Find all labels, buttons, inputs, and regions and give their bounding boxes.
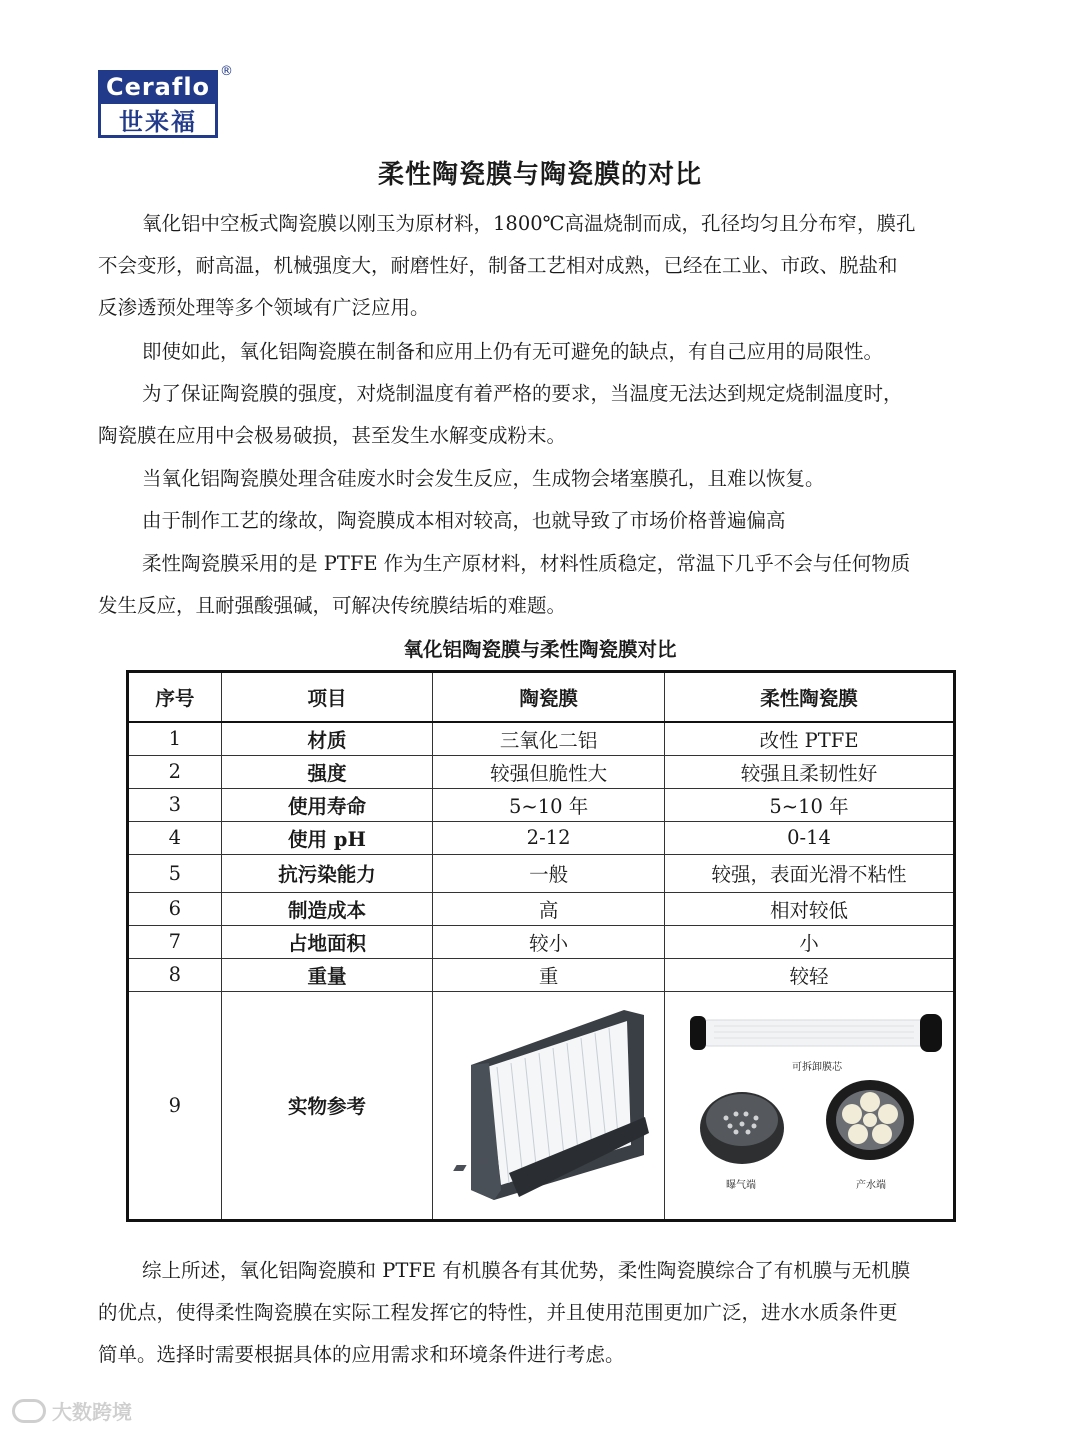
table-row: 3 使用寿命 5~10 年 5~10 年 <box>128 788 955 821</box>
table-row: 8 重量 重 较轻 <box>128 958 955 991</box>
table-row: 5 抗污染能力 一般 较强，表面光滑不粘性 <box>128 854 955 892</box>
flexible-membrane-image <box>674 1000 944 1205</box>
table-row: 6 制造成本 高 相对较低 <box>128 892 955 925</box>
caption-outlet: 产水端 <box>856 1180 887 1191</box>
logo-chinese: 世来福 <box>98 104 218 138</box>
header-item: 项目 <box>221 672 432 723</box>
flexible-membrane-photo-cell <box>665 991 955 1220</box>
watermark-text: 大数跨境 <box>52 1400 132 1424</box>
comparison-table <box>126 670 956 1222</box>
table-header-row <box>128 672 955 723</box>
paragraph-3: 为了保证陶瓷膜的强度，对烧制温度有着严格的要求，当温度无法达到规定烧制温度时， 陶瓷膜在应用中会极易破损，甚至发生水解变成粉末。 <box>98 382 903 447</box>
logo-english: Ceraflo <box>98 70 218 104</box>
table-row-photos: 9 实物参考 可拆卸膜芯 曝气端 产水端 <box>128 991 955 1220</box>
table-row: 2 强度 较强但脆性大 较强且柔韧性好 <box>128 755 955 788</box>
page-title: 柔性陶瓷膜与陶瓷膜的对比 <box>377 160 702 190</box>
watermark <box>12 1396 132 1425</box>
header-index: 序号 <box>128 672 222 723</box>
paragraph-1: 氧化铝中空板式陶瓷膜以刚玉为原材料，1800℃高温烧制而成，孔径均匀且分布窄，膜孔 不会变形，耐高温，机械强度大，耐磨性好，制备工艺相对成熟，已经在工业、市政、脱盐和 反渗透预处理等多个领域有广泛应用。 <box>98 212 916 319</box>
table-caption: 氧化铝陶瓷膜与柔性陶瓷膜对比 <box>403 638 677 661</box>
caption-core: 可拆卸膜芯 <box>792 1062 843 1073</box>
ceramic-membrane-module-image <box>449 1005 649 1200</box>
paragraph-6: 柔性陶瓷膜采用的是 PTFE 作为生产原材料，材料性质稳定，常温下几乎不会与任何物质 发生反应，且耐强酸强碱，可解决传统膜结垢的难题。 <box>98 552 911 617</box>
paragraph-5: 由于制作工艺的缘故，陶瓷膜成本相对较高，也就导致了市场价格普遍偏高 <box>142 509 786 532</box>
header-flexible: 柔性陶瓷膜 <box>665 672 955 723</box>
paragraph-2: 即使如此，氧化铝陶瓷膜在制备和应用上仍有无可避免的缺点，有自己应用的局限性。 <box>142 340 884 363</box>
paragraph-4: 当氧化铝陶瓷膜处理含硅废水时会发生反应，生成物会堵塞膜孔，且难以恢复。 <box>142 467 825 490</box>
header-ceramic: 陶瓷膜 <box>433 672 665 723</box>
caption-aeration: 曝气端 <box>726 1180 757 1191</box>
watermark-logo-icon <box>12 1399 46 1423</box>
table-row: 4 使用 pH 2-12 0-14 <box>128 821 955 854</box>
table-row: 1 材质 三氧化二铝 改性 PTFE <box>128 722 955 755</box>
ceramic-membrane-photo-cell <box>433 991 665 1220</box>
registered-mark: ® <box>220 64 233 79</box>
table-row: 7 占地面积 较小 小 <box>128 925 955 958</box>
summary-paragraph: 综上所述，氧化铝陶瓷膜和 PTFE 有机膜各有其优势，柔性陶瓷膜综合了有机膜与无机膜 的优点，使得柔性陶瓷膜在实际工程发挥它的特性，并且使用范围更加广泛，进水水质条件更 简单。选择时需要根据具体的应用需求和环境条件进行考虑。 <box>98 1259 911 1366</box>
brand-logo <box>98 70 218 142</box>
